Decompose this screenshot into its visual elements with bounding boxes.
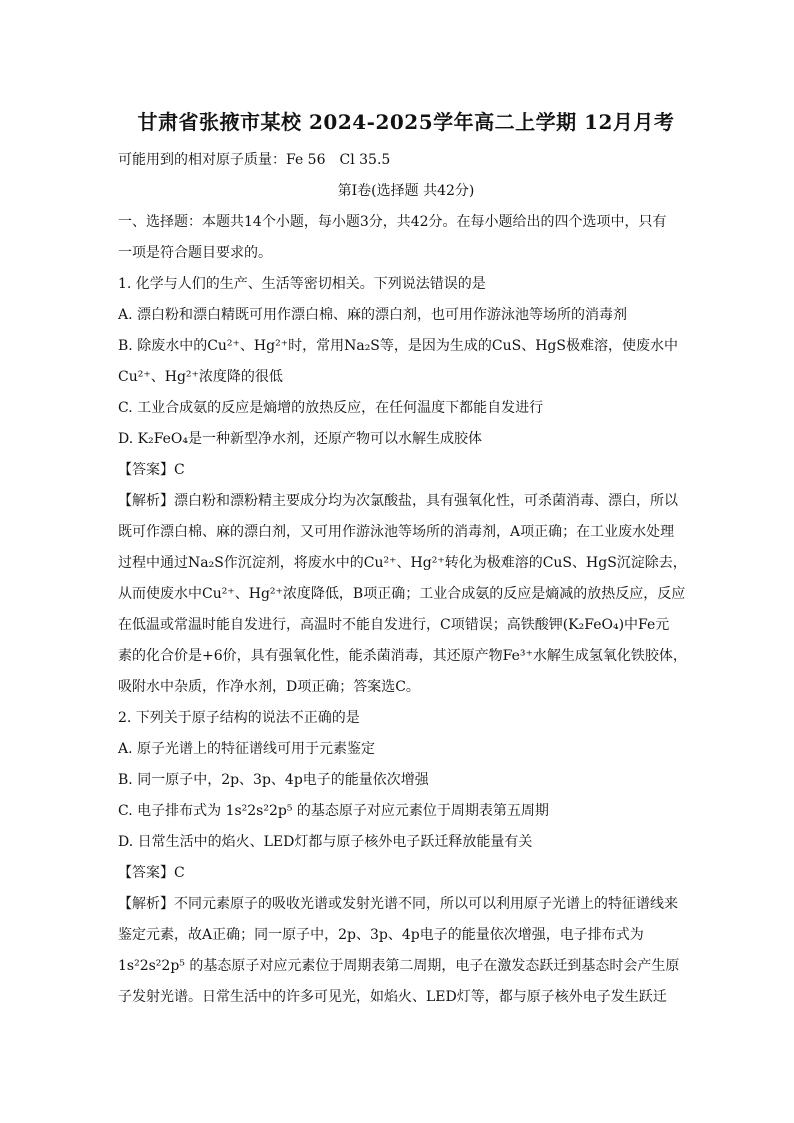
volume-header: 第Ⅰ卷(选择题 共42分) [337, 183, 475, 199]
question-1-option-d: D. K₂FeO₄是一种新型净水剂，还原产物可以水解生成胶体 [118, 431, 483, 447]
question-1-analysis: 素的化合价是+6价，具有强氧化性，能杀菌消毒，其还原产物Fe³⁺水解生成氢氧化铁胶体， [118, 648, 687, 664]
question-1-analysis: 既可作漂白棉、麻的漂白剂，又可用作游泳池等场所的消毒剂，A项正确；在工业废水处理 [118, 524, 675, 540]
question-2-option-b: B. 同一原子中，2p、3p、4p电子的能量依次增强 [118, 772, 429, 788]
question-2-option-a: A. 原子光谱上的特征谱线可用于元素鉴定 [118, 741, 376, 757]
question-1-analysis: 过程中通过Na₂S作沉淀剂，将废水中的Cu²⁺、Hg²⁺转化为极难溶的CuS、HgS沉淀除去， [118, 555, 687, 571]
question-1-analysis: 在低温或常温时能自发进行，高温时不能自发进行，C项错误；高铁酸钾(K₂FeO₄)中Fe元 [118, 617, 670, 633]
question-2-option-c: C. 电子排布式为 1s²2s²2p⁵ 的基态原子对应元素位于周期表第五周期 [118, 803, 549, 819]
question-1-option-b-cont: Cu²⁺、Hg²⁺浓度降的很低 [118, 369, 283, 385]
question-1-option-b: B. 除废水中的Cu²⁺、Hg²⁺时，常用Na₂S等，是因为生成的CuS、HgS极难溶，使废水中 [118, 338, 678, 354]
question-1-option-a: A. 漂白粉和漂白精既可用作漂白棉、麻的漂白剂，也可用作游泳池等场所的消毒剂 [118, 307, 628, 323]
question-1-stem: 1. 化学与人们的生产、生活等密切相关。下列说法错误的是 [118, 276, 486, 292]
question-2-analysis: 子发射光谱。日常生活中的许多可见光，如焰火、LED灯等，都与原子核外电子发生跃迁 [118, 989, 667, 1005]
question-1-analysis: 吸附水中杂质，作净水剂，D项正确；答案选C。 [118, 679, 420, 695]
question-1-answer: 【答案】C [118, 462, 185, 478]
question-2-analysis: 【解析】不同元素原子的吸收光谱或发射光谱不同，所以可以利用原子光谱上的特征谱线来 [118, 896, 678, 912]
question-1-analysis: 【解析】漂白粉和漂粉精主要成分均为次氯酸盐，具有强氧化性，可杀菌消毒、漂白，所以 [118, 493, 678, 509]
question-1-analysis: 从而使废水中Cu²⁺、Hg²⁺浓度降低，B项正确；工业合成氨的反应是熵减的放热反应，反应 [118, 586, 686, 602]
atomic-mass-note: 可能用到的相对原子质量：Fe 56 Cl 35.5 [118, 152, 391, 168]
page-title: 甘肃省张掖市某校 2024-2025学年高二上学期 12月月考 [137, 110, 675, 134]
question-1-option-c: C. 工业合成氨的反应是熵增的放热反应，在任何温度下都能自发进行 [118, 400, 544, 416]
instruction-line: 一项是符合题目要求的。 [118, 245, 272, 261]
question-2-option-d: D. 日常生活中的焰火、LED灯都与原子核外电子跃迁释放能量有关 [118, 834, 533, 850]
question-2-analysis: 鉴定元素，故A正确；同一原子中，2p、3p、4p电子的能量依次增强，电子排布式为 [118, 927, 644, 943]
question-2-analysis: 1s²2s²2p⁵ 的基态原子对应元素位于周期表第二周期，电子在激发态跃迁到基态时会产生原 [118, 958, 680, 974]
question-2-answer: 【答案】C [118, 865, 185, 881]
instruction-line: 一、选择题：本题共14个小题，每小题3分，共42分。在每小题给出的四个选项中，只有 [118, 214, 667, 230]
question-2-stem: 2. 下列关于原子结构的说法不正确的是 [118, 710, 360, 726]
